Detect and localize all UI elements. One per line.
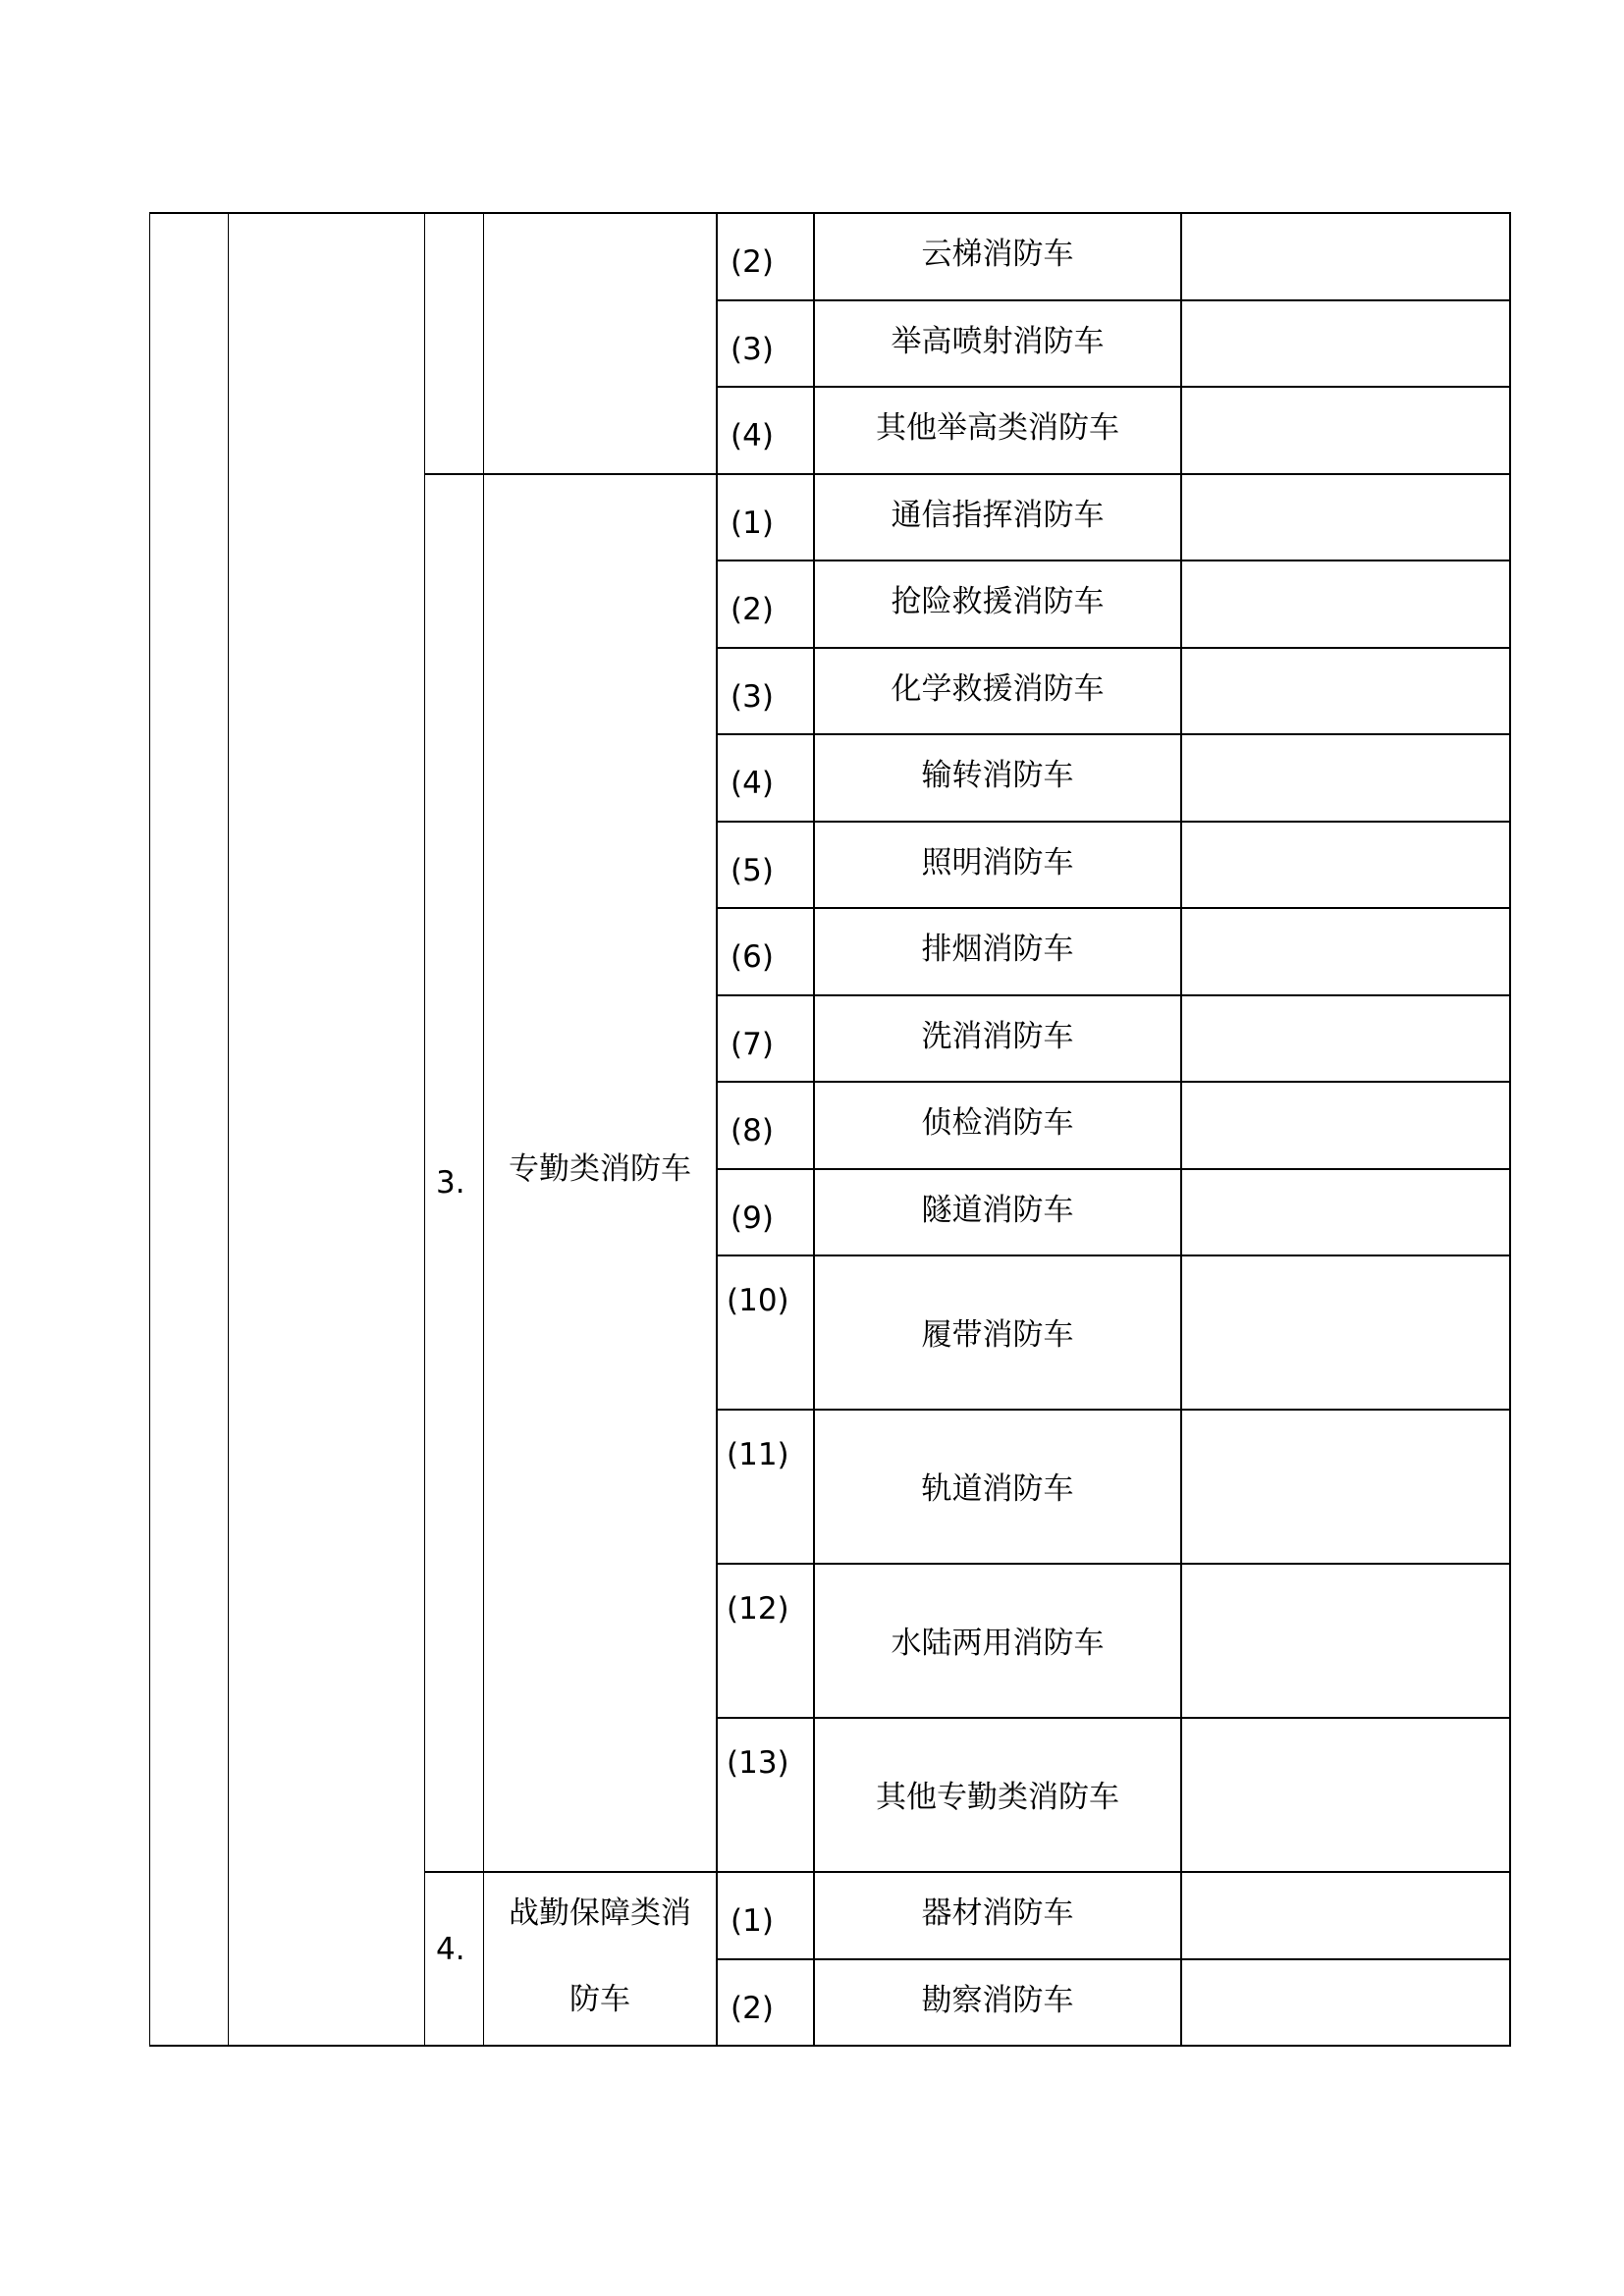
row-separator <box>717 907 1510 909</box>
row-separator <box>717 994 1510 996</box>
item-index: (3) <box>731 331 774 367</box>
item-name: 输转消防车 <box>921 758 1074 793</box>
item-index: (6) <box>731 939 774 975</box>
item-index: (12) <box>727 1591 789 1627</box>
table-vertical-border <box>228 213 229 2047</box>
row-separator <box>717 1168 1510 1170</box>
item-name: 轨道消防车 <box>921 1470 1074 1507</box>
item-index: (3) <box>731 678 774 715</box>
row-separator <box>717 299 1510 301</box>
item-index: (4) <box>731 418 774 454</box>
row-separator <box>717 1409 1510 1411</box>
item-name: 履带消防车 <box>921 1316 1074 1353</box>
item-index: (5) <box>731 852 774 888</box>
item-name: 通信指挥消防车 <box>891 497 1105 533</box>
item-name: 照明消防车 <box>921 844 1074 881</box>
item-name: 云梯消防车 <box>921 237 1074 272</box>
item-name: 水陆两用消防车 <box>891 1625 1105 1661</box>
item-index: (11) <box>727 1437 789 1472</box>
item-name: 其他举高类消防车 <box>876 410 1119 446</box>
table-bottom-border <box>149 2045 1511 2047</box>
row-separator <box>717 1255 1510 1256</box>
item-index: (10) <box>727 1283 789 1318</box>
group-separator <box>424 1871 1510 1873</box>
item-name: 化学救援消防车 <box>891 670 1105 707</box>
row-separator <box>717 1717 1510 1719</box>
row-separator <box>717 647 1510 649</box>
table-vertical-border <box>424 213 425 2047</box>
table-vertical-border <box>716 213 718 2047</box>
item-index: (8) <box>731 1113 774 1148</box>
item-name: 举高喷射消防车 <box>891 323 1105 359</box>
row-separator <box>717 560 1510 561</box>
group-number: 4. <box>436 1931 465 1967</box>
item-name: 洗消消防车 <box>921 1018 1074 1054</box>
group-separator <box>424 473 1510 475</box>
item-index: (13) <box>727 1745 789 1781</box>
group-name-line: 防车 <box>569 1982 630 2017</box>
item-index: (2) <box>731 244 774 280</box>
item-index: (7) <box>731 1026 774 1062</box>
table-vertical-border <box>1509 213 1511 2047</box>
row-separator <box>717 1563 1510 1565</box>
item-name: 侦检消防车 <box>921 1105 1074 1141</box>
item-index: (1) <box>731 505 774 541</box>
item-name: 器材消防车 <box>921 1896 1074 1931</box>
item-index: (4) <box>731 766 774 801</box>
row-separator <box>717 386 1510 388</box>
group-name-line: 战勤保障类消 <box>509 1896 691 1931</box>
group-number: 3. <box>436 1164 465 1201</box>
item-index: (1) <box>731 1903 774 1939</box>
item-index: (2) <box>731 1990 774 2026</box>
row-separator <box>717 733 1510 735</box>
item-name: 排烟消防车 <box>921 932 1074 967</box>
table-top-border <box>149 212 1511 214</box>
item-name: 勘察消防车 <box>921 1982 1074 2018</box>
item-name: 抢险救援消防车 <box>891 584 1105 619</box>
group-name: 专勤类消防车 <box>509 1150 691 1187</box>
row-separator <box>717 1081 1510 1083</box>
table-vertical-border <box>483 213 484 2047</box>
item-index: (9) <box>731 1200 774 1236</box>
row-separator <box>717 821 1510 823</box>
item-index: (2) <box>731 592 774 627</box>
table-vertical-border <box>149 213 150 2047</box>
item-name: 其他专勤类消防车 <box>876 1779 1119 1815</box>
item-name: 隧道消防车 <box>921 1192 1074 1228</box>
row-separator <box>717 1958 1510 1960</box>
